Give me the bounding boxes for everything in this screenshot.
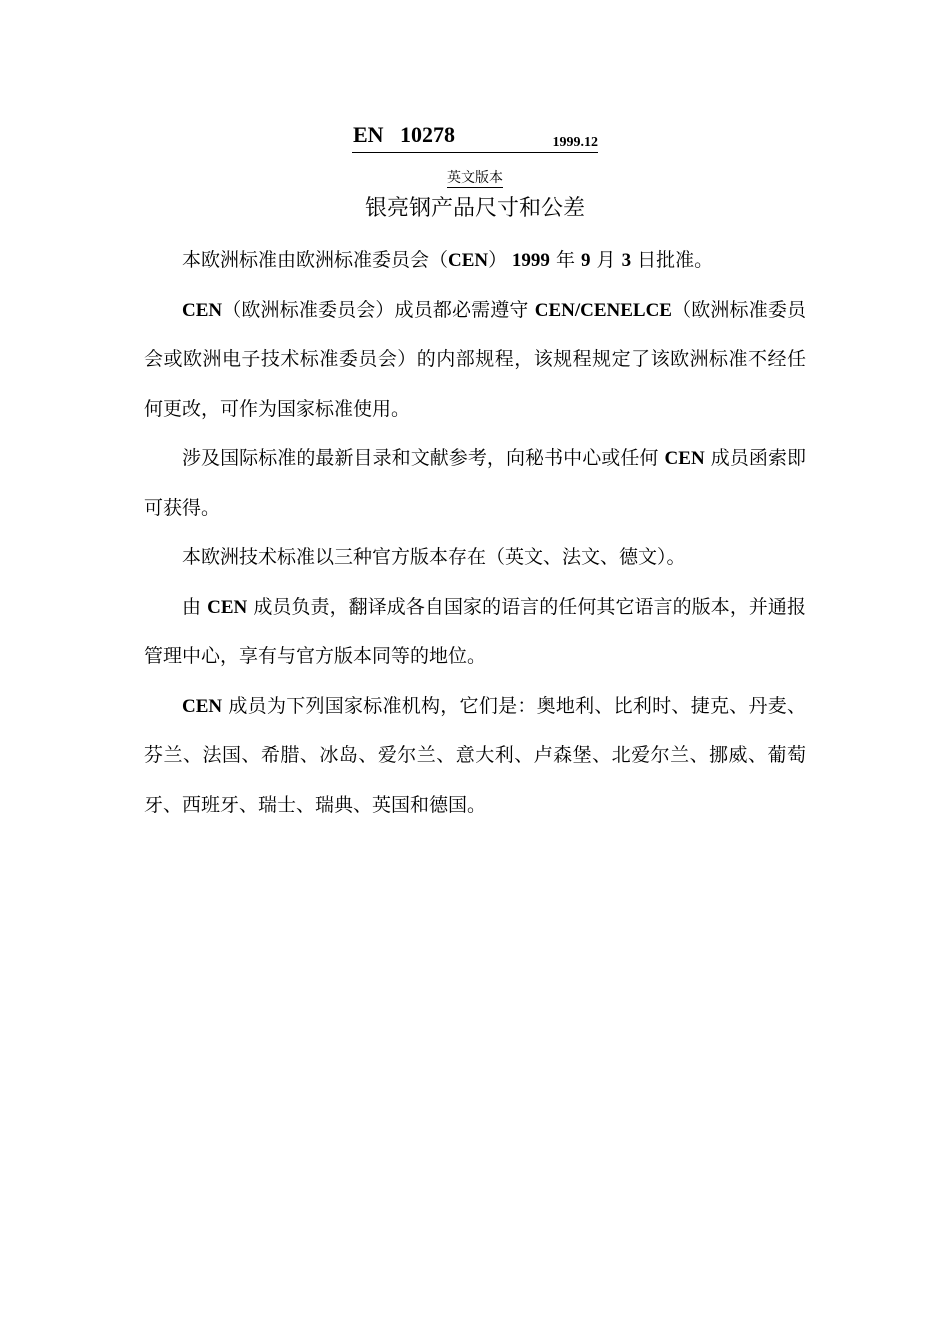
standard-number: EN 10278 <box>353 122 456 147</box>
paragraph-official-versions: 本欧洲技术标准以三种官方版本存在（英文、法文、德文）。 <box>182 546 686 568</box>
paragraph-members: CEN 成员为下列国家标准机构，它们是：奥地利、比利时、捷克、丹麦、芬兰、法国、希腊、冰岛、爱尔兰、意大利、卢森堡、北爱尔兰、挪威、葡萄牙、西班牙、瑞士、瑞典、英国和德国。 <box>144 694 806 816</box>
version-note <box>0 168 950 188</box>
standard-header <box>352 122 598 153</box>
document-body <box>144 236 806 830</box>
paragraph-references: 涉及国际标准的最新目录和文献参考，向秘书中心或任何 CEN 成员函索即可获得。 <box>144 447 806 519</box>
paragraph-approval: 本欧洲标准由欧洲标准委员会（CEN） 1999 年 9 月 3 日批准。 <box>182 249 714 271</box>
version-note-text: 英文版本 <box>447 170 503 186</box>
document-title: 银亮钢产品尺寸和公差 <box>364 196 585 221</box>
paragraph-compliance: CEN（欧洲标准委员会）成员都必需遵守 CEN/CENELCE（欧洲标准委员会或欧洲电子技术标准委员会）的内部规程，该规程规定了该欧洲标准不经任何更改，可作为国家标准使用。 <box>144 298 806 420</box>
paragraph-translation: 由 CEN 成员负责，翻译成各自国家的语言的任何其它语言的版本，并通报管理中心，享有与官方版本同等的地位。 <box>144 595 806 667</box>
standard-date: 1999.12 <box>552 135 598 150</box>
